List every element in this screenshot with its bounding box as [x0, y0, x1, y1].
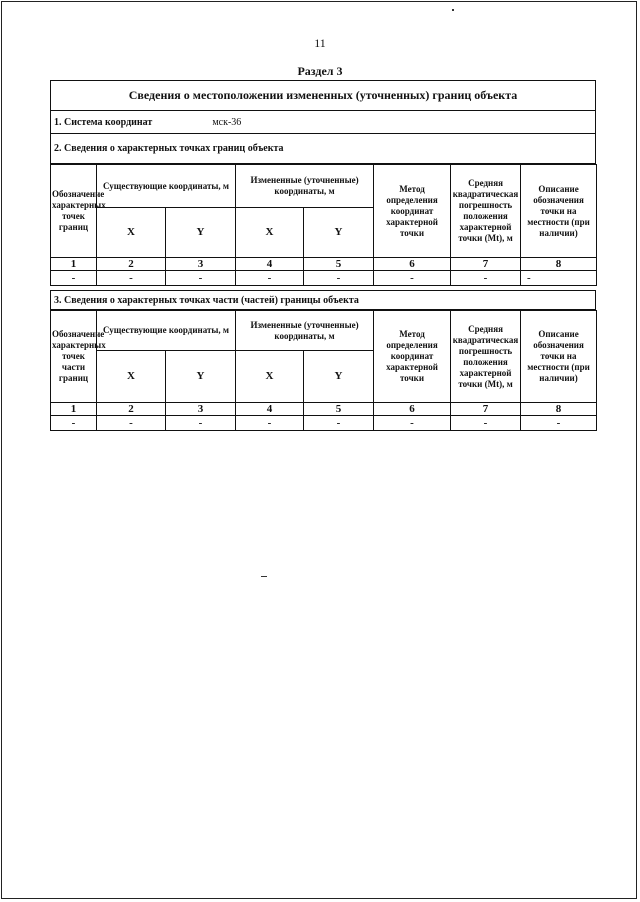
header-existing-coords: Существующие координаты, м	[97, 311, 236, 351]
table-cell: -	[51, 416, 97, 431]
table-cell: -	[166, 271, 236, 286]
header-y: Y	[166, 351, 236, 403]
section2-table	[50, 164, 597, 286]
table-cell: -	[236, 271, 304, 286]
column-number: 5	[304, 403, 374, 416]
document-form	[50, 80, 596, 431]
column-number: 1	[51, 258, 97, 271]
header-changed-coords: Измененные (уточненные) координаты, м	[236, 165, 374, 208]
section3-table	[50, 310, 597, 431]
header-existing-coords: Существующие координаты, м	[97, 165, 236, 208]
table-cell: -	[521, 416, 597, 431]
header-description: Описание обозначения точки на местности (при наличии)	[521, 165, 597, 258]
column-number: 2	[97, 258, 166, 271]
column-number: 5	[304, 258, 374, 271]
column-number: 3	[166, 258, 236, 271]
header-description: Описание обозначения точки на местности (при наличии)	[521, 311, 597, 403]
table-cell: -	[451, 271, 521, 286]
column-number: 1	[51, 403, 97, 416]
main-title: Сведения о местоположении измененных (уточненных) границ объекта	[50, 80, 596, 111]
column-number: 6	[374, 258, 451, 271]
header-error: Средняя квадратическая погрешность положения характерной точки (Mt), м	[451, 311, 521, 403]
header-error: Средняя квадратическая погрешность положения характерной точки (Mt), м	[451, 165, 521, 258]
section-title: Раздел 3	[297, 64, 343, 78]
column-number: 7	[451, 258, 521, 271]
table-cell: -	[374, 416, 451, 431]
section3-title: 3. Сведения о характерных точках части (частей) границы объекта	[50, 290, 596, 310]
table-cell: -	[97, 416, 166, 431]
header-y: Y	[304, 351, 374, 403]
header-y: Y	[166, 208, 236, 258]
header-method: Метод определения координат характерной точки	[374, 165, 451, 258]
header-x: X	[236, 208, 304, 258]
column-number: 7	[451, 403, 521, 416]
table-cell: -	[51, 271, 97, 286]
header-y: Y	[304, 208, 374, 258]
column-number: 8	[521, 403, 597, 416]
header-x: X	[97, 208, 166, 258]
table-cell: -	[304, 271, 374, 286]
page-number: 11	[314, 36, 326, 50]
table-cell: -	[451, 416, 521, 431]
column-number-row	[51, 403, 597, 416]
column-number-row	[51, 258, 597, 271]
coord-system-value: мск-36	[212, 116, 242, 128]
scan-speck	[261, 576, 267, 577]
column-number: 4	[236, 258, 304, 271]
coord-system-label: 1. Система координат	[54, 116, 153, 128]
column-number: 6	[374, 403, 451, 416]
column-number: 4	[236, 403, 304, 416]
header-x: X	[97, 351, 166, 403]
table-cell: -	[304, 416, 374, 431]
table-row	[51, 271, 597, 286]
header-x: X	[236, 351, 304, 403]
scan-speck	[452, 9, 454, 11]
table-cell: -	[521, 271, 597, 286]
header-changed-coords: Измененные (уточненные) координаты, м	[236, 311, 374, 351]
column-number: 2	[97, 403, 166, 416]
table-row	[51, 416, 597, 431]
table-cell: -	[97, 271, 166, 286]
header-method: Метод определения координат характерной точки	[374, 311, 451, 403]
header-point-designation: Обозначение характерных точек границ	[51, 165, 97, 258]
column-number: 3	[166, 403, 236, 416]
section2-title: 2. Сведения о характерных точках границ объекта	[50, 134, 596, 164]
coord-system-row	[50, 111, 596, 134]
column-number: 8	[521, 258, 597, 271]
table-cell: -	[236, 416, 304, 431]
table-cell: -	[166, 416, 236, 431]
header-point-designation: Обозначение характерных точек части границ	[51, 311, 97, 403]
table-cell: -	[374, 271, 451, 286]
